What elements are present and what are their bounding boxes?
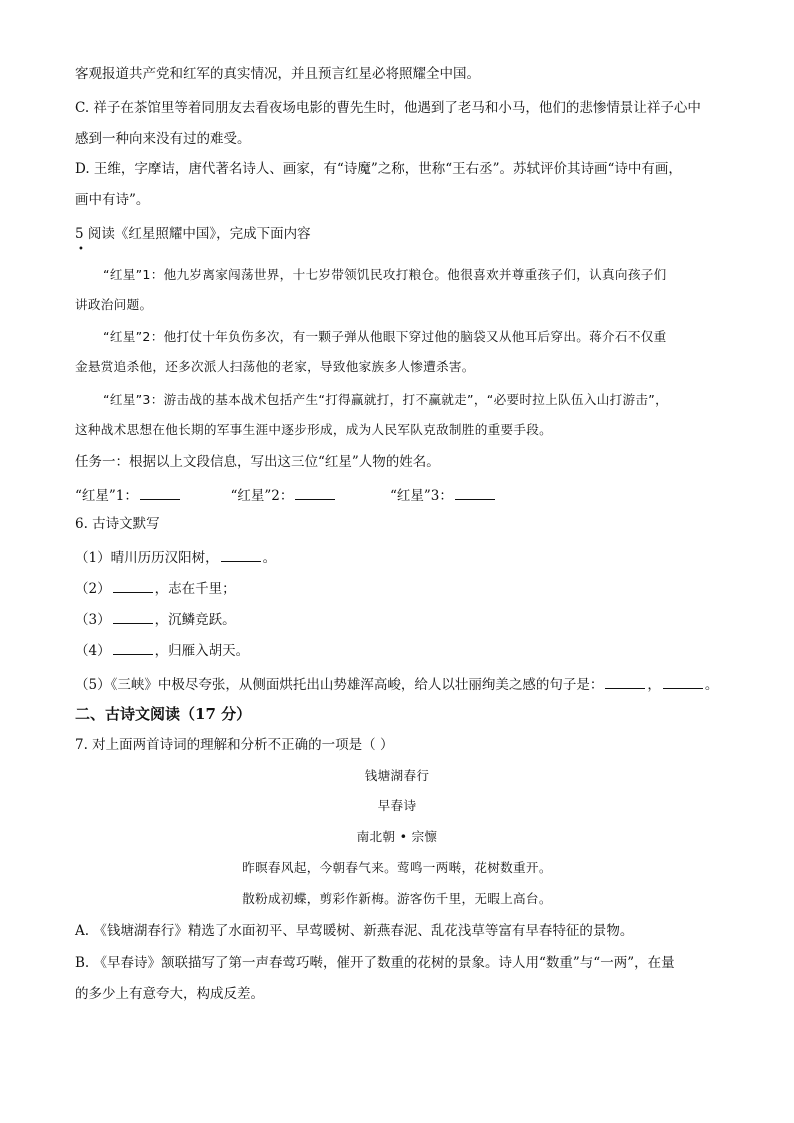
prompt-text: 。: [704, 677, 719, 693]
fill-in-row: [75, 484, 497, 506]
answer-blank[interactable]: [295, 484, 335, 500]
poem-1-title: 钱塘湖春行: [364, 768, 430, 783]
red-star-1-line2: 讲政治问题。: [75, 297, 153, 312]
prompt-text: ，沉鳞竞跃。: [154, 612, 236, 628]
bullet-dot: •: [78, 244, 84, 255]
poem-2-author: 南北朝 • 宗懔: [356, 829, 438, 844]
red-star-1-line1: “红星”1：他九岁离家闯荡世界，十七岁带领饥民攻打粮仓。他很喜欢并尊重孩子们，认真向孩子们: [103, 267, 667, 282]
option-c-line1: C. 祥子在茶馆里等着同朋友去看夜场电影的曹先生时，他遇到了老马和小马，他们的悲惨情景让祥子心中: [75, 100, 701, 116]
section-2-heading: 二、古诗文阅读（17 分）: [75, 705, 252, 723]
answer-blank[interactable]: [113, 577, 153, 593]
prompt-text: （1）晴川历历汉阳树，: [75, 550, 219, 566]
prompt-text: （3）: [75, 612, 111, 628]
poem-2-title: 早春诗: [377, 798, 417, 813]
red-star-2-line1: “红星”2：他打仗十年负伤多次，有一颗子弹从他眼下穿过他的脑袋又从他耳后穿出。蒋介石不仅重: [103, 329, 667, 344]
answer-blank[interactable]: [663, 673, 703, 689]
option-d-line1: D. 王维，字摩诘，唐代著名诗人、画家，有“诗魔”之称，世称“王右丞”。苏轼评价其诗画“诗中有画，: [75, 161, 682, 177]
option-a: A. 《钱塘湖春行》精选了水面初平、早莺暖树、新燕春泥、乱花浅草等富有早春特征的景物。: [75, 923, 634, 939]
task-1: 任务一：根据以上文段信息，写出这三位“红星”人物的姓名。: [75, 454, 440, 470]
prompt-text: ，: [647, 677, 661, 693]
question-6-title: 6. 古诗文默写: [75, 516, 160, 532]
red-star-1-label: “红星”1：: [75, 488, 138, 504]
prompt-text: ，志在千里；: [154, 581, 236, 597]
prompt-text: （2）: [75, 581, 111, 597]
text-line: 客观报道共产党和红军的真实情况，并且预言红星必将照耀全中国。: [75, 66, 480, 82]
poem-recite-4: [75, 639, 249, 661]
option-d-line2: 画中有诗”。: [75, 192, 150, 208]
option-c-line2: 感到一种向来没有过的难受。: [75, 131, 251, 147]
option-b-line1: B. 《早春诗》颔联描写了第一声春莺巧啭，催开了数重的花树的景象。诗人用“数重”与“一两”，在量: [75, 955, 675, 971]
question-7-title: 7. 对上面两首诗词的理解和分析不正确的一项是（ ）: [75, 737, 394, 753]
answer-blank[interactable]: [455, 484, 495, 500]
poem-2-line-2: 散粉成初蝶，剪彩作新梅。游客伤千里，无暇上高台。: [242, 891, 552, 906]
red-star-2-label: “红星”2：: [230, 488, 294, 504]
red-star-2-line2: 金悬赏追杀他，还多次派人扫荡他的老家，导致他家族多人惨遭杀害。: [75, 359, 475, 374]
poem-recite-2: [75, 577, 236, 599]
red-star-3-label: “红星”3：: [390, 488, 453, 504]
poem-recite-1: [75, 546, 276, 568]
answer-blank[interactable]: [605, 673, 645, 689]
prompt-text: （5）《三峡》中极尽夸张，从侧面烘托出山势雄浑高峻，给人以壮丽绚美之感的句子是：: [75, 677, 604, 693]
question-5-title: 5 阅读《红星照耀中国》，完成下面内容: [75, 226, 311, 242]
prompt-text: ，归雁入胡天。: [154, 643, 250, 659]
answer-blank[interactable]: [113, 608, 153, 624]
red-star-3-line1: “红星”3：游击战的基本战术包括产生“打得赢就打，打不赢就走”，“必要时拉上队伍入山打游击”，: [103, 392, 669, 407]
answer-blank[interactable]: [140, 484, 180, 500]
answer-blank[interactable]: [113, 639, 153, 655]
prompt-text: 。: [262, 550, 277, 566]
poem-recite-5: [75, 673, 718, 695]
red-star-3-line2: 这种战术思想在他长期的军事生涯中逐步形成，成为人民军队克敌制胜的重要手段。: [75, 422, 553, 437]
answer-blank[interactable]: [221, 546, 261, 562]
poem-2-line-1: 昨暝春风起，今朝春气来。莺鸣一两啭，花树数重开。: [242, 860, 552, 875]
prompt-text: （4）: [75, 643, 111, 659]
option-b-line2: 的多少上有意夸大，构成反差。: [75, 986, 264, 1002]
poem-recite-3: [75, 608, 236, 630]
